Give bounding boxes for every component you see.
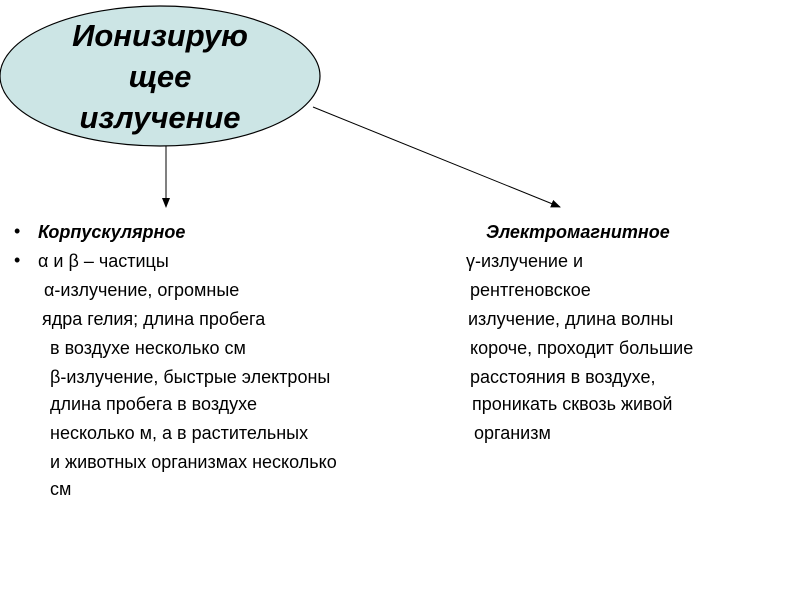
- arrow-to-electromagnetic: [313, 107, 560, 207]
- corpuscular-line: несколько м, а в растительных: [50, 423, 309, 443]
- electromagnetic-line: проникать сквозь живой: [472, 394, 673, 414]
- oval-title: [40, 6, 280, 146]
- electromagnetic-line: излучение, длина волны: [468, 309, 674, 329]
- electromagnetic-heading: Электромагнитное: [486, 222, 670, 242]
- corpuscular-line: длина пробега в воздухе: [50, 394, 257, 414]
- bullet-marker: •: [14, 250, 21, 270]
- electromagnetic-line: γ-излучение и: [466, 251, 584, 271]
- bullet-marker: •: [14, 221, 21, 241]
- corpuscular-line: β-излучение, быстрые электроны: [50, 367, 331, 387]
- electromagnetic-line: короче, проходит большие: [470, 338, 694, 358]
- electromagnetic-line: расстояния в воздухе,: [470, 367, 656, 387]
- electromagnetic-line: организм: [474, 423, 551, 443]
- corpuscular-line: и животных организмах несколько: [50, 452, 337, 472]
- oval-title-line: излучение: [79, 99, 241, 135]
- electromagnetic-line: рентгеновское: [470, 280, 591, 300]
- oval-title-line: Ионизирую: [72, 17, 248, 53]
- corpuscular-line: ядра гелия; длина пробега: [42, 309, 266, 329]
- corpuscular-line: в воздухе несколько см: [50, 338, 246, 358]
- corpuscular-line: α и β – частицы: [38, 251, 169, 271]
- corpuscular-heading: Корпускулярное: [38, 222, 186, 242]
- corpuscular-line: см: [50, 479, 72, 499]
- oval-title-line: щее: [128, 58, 192, 94]
- corpuscular-line: α-излучение, огромные: [44, 280, 240, 300]
